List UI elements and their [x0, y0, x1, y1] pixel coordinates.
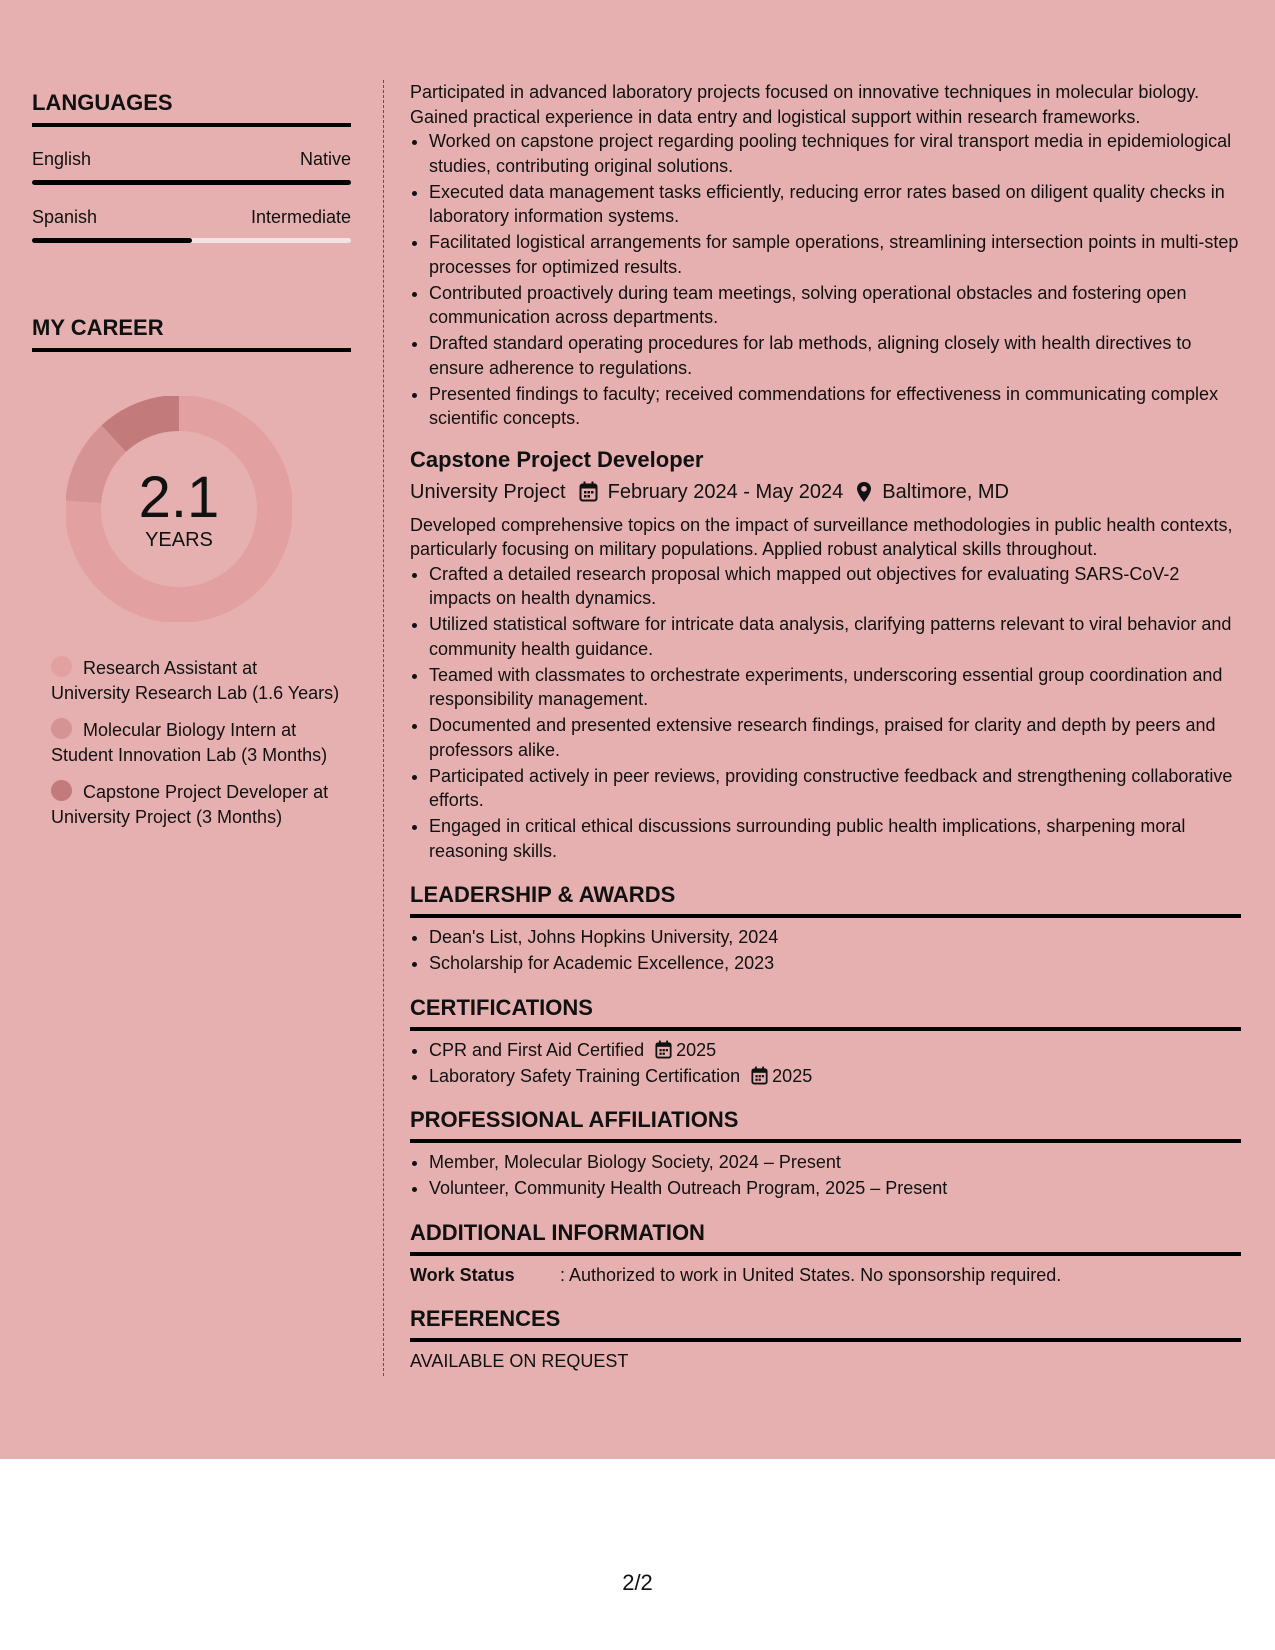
affiliations-list [410, 1150, 1241, 1201]
donut-segment [114, 413, 179, 439]
legend-label: Research Assistant at University Research Lab (1.6 Years) [51, 658, 340, 703]
legend-item [51, 656, 341, 705]
legend-label: Molecular Biology Intern at Student Innovation Lab (3 Months) [51, 720, 328, 765]
job-location: Baltimore, MD [882, 480, 1009, 503]
awards-list [410, 925, 1241, 976]
language-proficiency-bar [32, 238, 351, 243]
legend-label: Capstone Project Developer at University Project (3 Months) [51, 782, 329, 827]
career-total-value: 2.1 [138, 465, 220, 530]
job-bullet: • Drafted standard operating procedures for lab methods, aligning closely with health directives to ensure adherence to regulations. [429, 331, 1241, 380]
job-bullet: • Utilized statistical software for intricate data analysis, clarifying patterns relevant to viral behavior and community health guidance. [429, 612, 1241, 661]
language-level: Native [299, 149, 351, 169]
job-bullet: • Presented findings to faculty; received commendations for effectiveness in communicating complex scientific concepts. [429, 382, 1241, 431]
certification-item [429, 1064, 1241, 1089]
language-proficiency-bar [32, 180, 351, 185]
legend-dot [51, 780, 72, 801]
work-status-row [410, 1263, 1241, 1288]
job-bullet: • Engaged in critical ethical discussions surrounding public health implications, sharpening moral reasoning skills. [429, 814, 1241, 863]
job-bullet: • Contributed proactively during team meetings, solving operational obstacles and fostering open communication across departments. [429, 281, 1241, 330]
donut-center [66, 465, 292, 552]
job-title: Capstone Project Developer [410, 446, 704, 472]
references-heading: REFERENCES [410, 1304, 1241, 1342]
job-bullet: • Facilitated logistical arrangements for sample operations, streamlining intersection points in multi-step processes for optimized results. [429, 230, 1241, 279]
language-item [32, 149, 351, 185]
language-proficiency-fill [32, 238, 192, 243]
work-status-value: : Authorized to work in United States. No sponsorship required. [560, 1264, 1062, 1285]
affiliation-item: • Member, Molecular Biology Society, 2024 – Present [429, 1150, 1241, 1175]
career-total-unit: YEARS [145, 529, 213, 551]
certification-year: 2025 [676, 1039, 717, 1060]
location-pin-icon [856, 481, 872, 503]
additional-info-heading: ADDITIONAL INFORMATION [410, 1218, 1241, 1256]
affiliation-item: • Volunteer, Community Health Outreach Program, 2025 – Present [429, 1176, 1241, 1201]
column-divider [383, 80, 384, 1376]
certifications-list [410, 1038, 1241, 1089]
language-proficiency-fill [32, 180, 351, 185]
job-bullet: • Worked on capstone project regarding pooling techniques for viral transport media in epidemiological studies, contributing original solutions. [429, 129, 1241, 178]
job-bullet: • Participated actively in peer reviews, providing constructive feedback and strengthening collaborative efforts. [429, 764, 1241, 813]
job-bullets [410, 562, 1241, 864]
job-description: Developed comprehensive topics on the impact of surveillance methodologies in public health contexts, particularly focusing on military populations. Applied robust analytical skills throughout. [410, 514, 1233, 559]
language-level: Intermediate [250, 207, 351, 227]
certification-year: 2025 [772, 1065, 813, 1086]
job-description: Participated in advanced laboratory projects focused on innovative techniques in molecular biology. Gained practical experience in data entry and logistical support within research frameworks. [410, 82, 1200, 127]
language-item [32, 207, 351, 243]
calendar-icon [579, 481, 598, 502]
languages-heading: LANGUAGES [32, 90, 351, 127]
page-number: 2/2 [622, 1570, 653, 1595]
calendar-icon [655, 1040, 672, 1059]
legend-item [51, 780, 341, 829]
sidebar [32, 90, 351, 842]
job-bullets [410, 129, 1241, 431]
work-status-label: Work Status [410, 1264, 515, 1285]
certification-name: Laboratory Safety Training Certification [429, 1065, 741, 1086]
career-heading: MY CAREER [32, 315, 351, 352]
main-column [410, 80, 1241, 1374]
job-dates: February 2024 - May 2024 [607, 480, 844, 503]
calendar-icon [751, 1066, 768, 1085]
job-bullet: • Teamed with classmates to orchestrate experiments, underscoring essential group coordination and responsibility management. [429, 663, 1241, 712]
job-bullet: • Crafted a detailed research proposal which mapped out objectives for evaluating SARS-CoV-2 impacts on health dynamics. [429, 562, 1241, 611]
career-legend [51, 656, 341, 829]
award-item: • Dean's List, Johns Hopkins University, 2024 [429, 925, 1241, 950]
affiliations-heading: PROFESSIONAL AFFILIATIONS [410, 1105, 1241, 1143]
language-name: English [32, 149, 92, 169]
career-donut-chart [66, 396, 292, 622]
award-item: • Scholarship for Academic Excellence, 2023 [429, 951, 1241, 976]
legend-dot [51, 718, 72, 739]
certification-item [429, 1038, 1241, 1063]
certifications-heading: CERTIFICATIONS [410, 993, 1241, 1031]
job-bullet: • Executed data management tasks efficiently, reducing error rates based on diligent quality checks in laboratory information systems. [429, 180, 1241, 229]
legend-item [51, 718, 341, 767]
awards-heading: LEADERSHIP & AWARDS [410, 880, 1241, 918]
job-meta [410, 478, 1241, 506]
references-text: AVAILABLE ON REQUEST [410, 1351, 629, 1371]
legend-dot [51, 656, 72, 677]
language-name: Spanish [32, 207, 98, 227]
job-company: University Project [410, 480, 566, 503]
job-bullet: • Documented and presented extensive research findings, praised for clarity and depth by peers and professors alike. [429, 713, 1241, 762]
certification-name: CPR and First Aid Certified [429, 1039, 645, 1060]
